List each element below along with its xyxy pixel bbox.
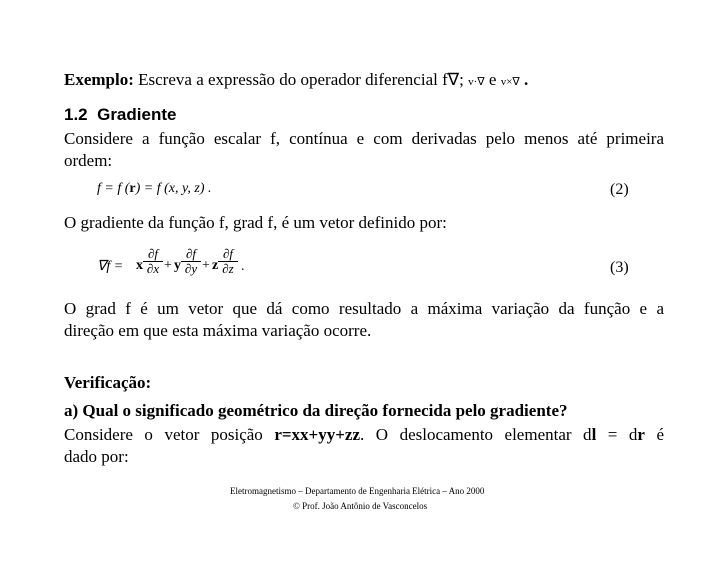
para1-line1: Considere a função escalar f, contínua e com derivadas pelo menos até primeira xyxy=(64,129,664,148)
section-heading xyxy=(64,105,176,125)
example-label: Exemplo: xyxy=(64,70,134,89)
para1-line2: ordem: xyxy=(64,151,113,170)
section-title: Gradiente xyxy=(97,105,177,124)
equation-2: f = f (r) = f (x, y, z) . xyxy=(97,181,212,196)
verification-line2: dado por: xyxy=(64,447,129,466)
footer-line2: © Prof. João Antônio de Vasconcelos xyxy=(293,501,428,511)
para3-line1: O grad f é um vetor que dá como resultado a máxima variação da função e a xyxy=(64,299,664,318)
eq3-y: y xyxy=(174,258,181,273)
eq3-z: z xyxy=(212,258,219,273)
para3-line2: direção em que esta máxima variação ocorre. xyxy=(64,321,372,340)
eq3-end: . xyxy=(241,259,245,274)
equation-2-number: (2) xyxy=(610,181,629,198)
example-text: Escreva a expressão do operador diferencial f∇; xyxy=(138,70,464,89)
para2: O gradiente da função f, grad f, é um vetor definido por: xyxy=(64,213,447,232)
example-end: . xyxy=(524,70,529,89)
example-op-dot: v·∇ xyxy=(468,76,485,88)
footer-line1: Eletromagnetismo – Departamento de Engenharia Elétrica – Ano 2000 xyxy=(230,486,485,496)
eq3-plus-1: + xyxy=(164,258,172,273)
eq2-r: r xyxy=(129,181,136,196)
verification-question: a) Qual o significado geométrico da direção fornecida pelo gradiente? xyxy=(64,401,568,420)
section-number: 1.2 xyxy=(64,105,88,124)
eq3-plus-2: + xyxy=(202,258,210,273)
eq3-frac-y: $\frac{\partial f}{\partial y}$ xyxy=(181,247,201,276)
eq3-x: x xyxy=(136,258,143,273)
example-op-cross: v×∇ xyxy=(500,76,520,88)
position-vector-eq: r=xx+yy+zz xyxy=(274,425,361,444)
equation-3-lhs: ∇f = xyxy=(97,259,124,274)
verification-line1: Considere o vetor posição r=xx+yy+zz. O deslocamento elementar dl = dr é xyxy=(64,425,665,444)
verification-heading: Verificação: xyxy=(64,373,152,392)
example-line xyxy=(64,69,528,93)
example-conj: e xyxy=(488,70,497,89)
eq3-frac-x: $\frac{\partial f}{\partial x}$ xyxy=(143,247,163,276)
eq3-frac-z: $\frac{\partial f}{\partial z}$ xyxy=(218,247,238,276)
equation-3-number: (3) xyxy=(610,259,629,276)
